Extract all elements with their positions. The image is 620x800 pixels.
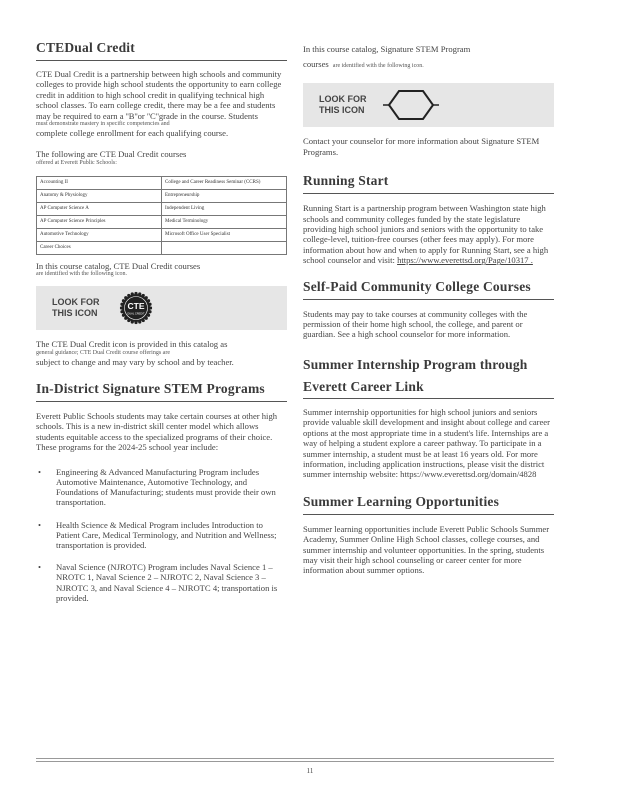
table-cell	[162, 241, 287, 254]
stem-hexagon-icon	[383, 88, 439, 122]
table-cell: Independent Living	[162, 202, 287, 215]
internship-heading: Summer Internship Program through Everett Career Link	[303, 354, 554, 399]
stem-program-list	[36, 467, 287, 603]
cte-badge-subtext: DUAL CREDIT	[127, 312, 145, 316]
footer-rule	[36, 758, 554, 759]
list-item: • Naval Science (NJROTC) Program includes Naval Science 1 – NROTC 1, Naval Science 2 – NJROTC 2, Naval Science 3 – NJROTC 3, and Naval Science 4 – NJROTC 4; transportation is provided.	[36, 562, 287, 603]
running-start-heading: Running Start	[303, 173, 554, 194]
table-row	[37, 215, 287, 228]
stem-contact-note: Contact your counselor for more information about Signature STEM Programs.	[303, 136, 540, 157]
list-item: • Health Science & Medical Program includes Introduction to Patient Care, Medical Terminology, and Nutrition and Wellness; transportation is provided.	[36, 520, 287, 551]
table-cell: Automotive Technology	[37, 228, 162, 241]
self-paid-text: Students may pay to take courses at community colleges with the permission of their home high school, the college, and parent or guardian. See a high school counselor for more information.	[303, 308, 528, 340]
table-cell: AP Computer Science Principles	[37, 215, 162, 228]
self-paid-heading: Self-Paid Community College Courses	[303, 279, 554, 300]
page-number: 11	[306, 767, 314, 775]
table-cell: Career Choices	[37, 241, 162, 254]
footer-rule-2	[36, 761, 554, 762]
summer-learning-heading: Summer Learning Opportunities	[303, 494, 554, 515]
table-row	[37, 189, 287, 202]
table-cell: AP Computer Science A	[37, 202, 162, 215]
cte-dual-credit-badge-icon	[118, 291, 154, 325]
look-for-stem-icon-box: LOOK FOR THIS ICON	[303, 83, 554, 127]
cte-icon-note: The CTE Dual Credit icon is provided in this catalog as general guidance; CTE Dual Credit course offerings are subject to change and may vary by school and by teacher.	[36, 339, 234, 367]
table-row	[37, 202, 287, 215]
table-row	[37, 176, 287, 189]
table-cell: Entrepreneurship	[162, 189, 287, 202]
table-cell: Accounting II	[37, 176, 162, 189]
stem-catalog-note: In this course catalog, Signature STEM Program courses are identified with the following icon.	[303, 44, 471, 70]
cte-dual-credit-heading: CTEDual Credit	[36, 40, 287, 61]
running-start-text: Running Start is a partnership program between Washington state high schools and community colleges funded by the state legislature providing high school juniors and seniors with the opportunity to take college-level, tuition-free courses (other fees may apply). For more information about how and when to apply for Running Start, see a high school counselor and visit: https://www.everettsd.org/Page/10317 .	[303, 203, 549, 266]
left-column	[36, 40, 287, 615]
cte-badge-text: CTE	[127, 301, 145, 312]
cte-catalog-note: In this course catalog, CTE Dual Credit courses are identified with the following icon.	[36, 260, 201, 278]
table-row	[37, 241, 287, 254]
table-cell: Medical Terminology	[162, 215, 287, 228]
stem-intro: Everett Public Schools students may take certain courses at other high schools. This is a new in-district skill center model which allows students equitable access to the specialized programs of their choice. These programs for the 2024-25 school year include:	[36, 411, 278, 453]
table-row	[37, 228, 287, 241]
summer-learning-text: Summer learning opportunities include Everett Public Schools Summer Academy, Summer Online High School classes, college courses, and summer internship and volunteer opportunities. In the spring, students may visit their high school counseling or career center for more information about summer options.	[303, 523, 550, 576]
look-for-cte-icon-box: LOOK FOR THIS ICON CTE DUAL CREDIT	[36, 286, 287, 330]
cte-course-table	[36, 176, 287, 255]
table-cell: Microsoft Office User Specialist	[162, 228, 287, 241]
table-cell: Anatomy & Physiology	[37, 189, 162, 202]
running-start-link[interactable]: https://www.everettsd.org/Page/10317 .	[397, 255, 533, 266]
stem-programs-heading: In-District Signature STEM Programs	[36, 381, 287, 402]
courses-label: The following are CTE Dual Credit courses offered at Everett Public Schools:	[36, 149, 187, 166]
internship-text: Summer internship opportunities for high school juniors and seniors provide valuable skill development and insight about college and career options at the most appropriate time in a student's life. Internships are a way of helping a student explore a career pathway. To participate in a summer internship, a student must be at least 16 years old. For more information, including application instructions, please visit the district summer internship website: https://www.everettsd.org/domain/4828	[303, 406, 550, 480]
table-cell: College and Career Readiness Seminar (CCRS)	[162, 176, 287, 189]
list-item: • Engineering & Advanced Manufacturing Program includes Automotive Maintenance, Automotive Technology, and Foundations of Manufacturing; students must provide their own transportation.	[36, 467, 287, 508]
right-column	[303, 44, 554, 576]
cte-intro: CTE Dual Credit is a partnership between high schools and community colleges to provide high school students the opportunity to earn college credit in addition to high school credit in qualifying technical high school classes. To earn college credit, there may be a fee and students may be required to earn a ''B''or ''C''grade in the course. Students must demonstrate mastery in specific competencies and complete college enrollment for each qualifying course.	[36, 69, 282, 139]
